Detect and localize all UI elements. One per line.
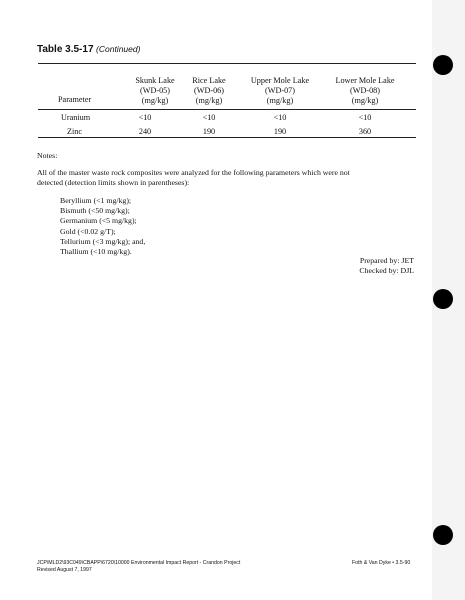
column-header-line: Rice Lake: [192, 76, 226, 85]
column-header-rice-lake: [174, 76, 244, 106]
column-header-line: Skunk Lake: [135, 76, 175, 85]
list-item: Bismuth (<50 mg/kg);: [60, 206, 130, 216]
table-header-rule: [38, 109, 416, 110]
column-header-line: (WD-08): [349, 86, 380, 95]
column-header-line: (mg/kg): [351, 96, 379, 105]
column-header-line: (WD-07): [264, 86, 295, 95]
footer-left: [37, 560, 240, 574]
table-top-rule: [38, 63, 416, 64]
column-header-line: (mg/kg): [195, 96, 223, 105]
notes-paragraph-line: All of the master waste rock composites were analyzed for the following parameters which were not: [37, 168, 350, 177]
table-cell: 190: [202, 127, 216, 136]
column-header-upper-mole-lake: [235, 76, 325, 106]
column-header-line: Upper Mole Lake: [250, 76, 310, 85]
table-title: [37, 44, 140, 55]
punch-hole: [433, 55, 453, 75]
list-item: Germanium (<5 mg/kg);: [60, 216, 137, 226]
table-cell: <10: [138, 113, 152, 122]
table-cell: 190: [273, 127, 287, 136]
table-number: Table 3.5-17: [37, 44, 94, 55]
list-item: Gold (<0.02 g/T);: [60, 226, 116, 236]
notes-paragraph: [37, 168, 422, 188]
list-item: Beryllium (<1 mg/kg);: [60, 196, 132, 205]
checked-by: Checked by: DJL: [359, 266, 414, 276]
punch-hole: [433, 289, 453, 309]
table-cell: <10: [358, 113, 372, 122]
table-continued: (Continued): [96, 44, 141, 54]
table-cell: <10: [273, 113, 287, 122]
row-label-zinc: Zinc: [67, 127, 83, 136]
column-header-line: (mg/kg): [266, 96, 294, 105]
table-cell: <10: [202, 113, 216, 122]
column-header-lower-mole-lake: [320, 76, 410, 106]
column-header-line: (mg/kg): [141, 96, 169, 105]
row-label-uranium: Uranium: [61, 113, 91, 122]
prepared-by: Prepared by: JET: [359, 256, 414, 265]
column-header-line: Lower Mole Lake: [335, 76, 395, 85]
list-item: Tellurium (<3 mg/kg); and,: [60, 236, 146, 246]
parameter-header: Parameter: [58, 95, 92, 104]
footer-revised: Revised August 7, 1997: [37, 567, 92, 573]
table-cell: 240: [138, 127, 152, 136]
footer-page-number: Foth & Van Dyke • 3.5-90: [352, 560, 411, 566]
not-detected-list: [60, 196, 145, 257]
table-bottom-rule: [38, 137, 416, 138]
footer-path: JCP\MLD2\93C049\CBAPP\6720\10000 Environmental Impact Report - Crandon Project: [37, 560, 241, 566]
table-cell: 360: [358, 127, 372, 136]
notes-heading: Notes:: [37, 151, 58, 160]
notes-paragraph-line: detected (detection limits shown in parentheses):: [37, 178, 190, 187]
signoff-block: [330, 256, 414, 276]
column-header-line: (WD-06): [193, 86, 224, 95]
column-header-line: (WD-05): [139, 86, 170, 95]
punch-hole: [433, 525, 453, 545]
list-item: Thallium (<10 mg/kg).: [60, 247, 132, 257]
